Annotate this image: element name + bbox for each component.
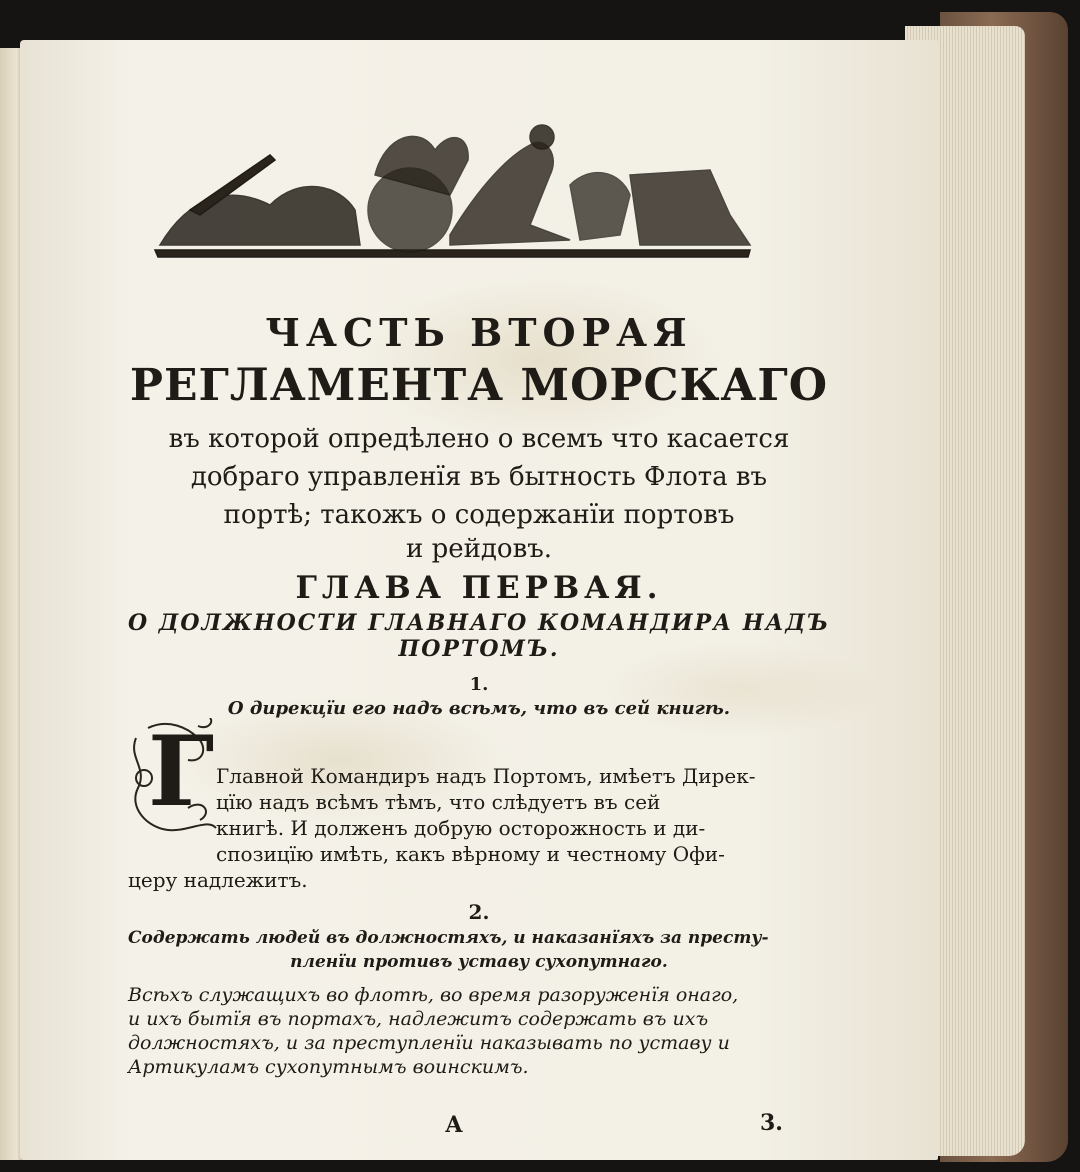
chapter-subtitle-line: ПОРТОМЪ.	[398, 636, 560, 662]
section-number: 2.	[468, 900, 490, 924]
paragraph-line: книгѣ. И долженъ добрую осторожность и ди-	[216, 816, 706, 840]
paragraph-line: Всѣхъ служащихъ во флотѣ, во время разоруженїя онаго,	[128, 984, 739, 1006]
paragraph-line: цїю надъ всѣмъ тѣмъ, что слѣдуетъ въ сей	[216, 790, 661, 814]
signature-mark: А	[445, 1112, 463, 1138]
chapter-subtitle-line: О ДОЛЖНОСТИ ГЛАВНАГО КОМАНДИРА НАДЪ	[127, 610, 831, 636]
section-heading-line: Содержать людей въ должностяхъ, и наказанїяхъ за престу-	[128, 928, 769, 948]
paragraph-line: и ихъ бытїя въ портахъ, надлежитъ содержать въ ихъ	[128, 1008, 709, 1030]
section-number: 1.	[469, 674, 489, 695]
paragraph-line: должностяхъ, и за преступленїи наказывать по уставу и	[128, 1032, 730, 1054]
subtitle-line: и рейдовъ.	[405, 534, 553, 564]
part-title: ЧАСТЬ ВТОРАЯ	[265, 310, 693, 355]
paragraph-line: спозицїю имѣть, какъ вѣрному и честному Офи-	[216, 842, 725, 866]
section-heading-line: пленїи противъ уставу сухопутнаго.	[290, 952, 668, 972]
chapter-title: ГЛАВА ПЕРВАЯ.	[295, 570, 663, 606]
section-heading: О дирекцїи его надъ всѣмъ, что въ сей книгѣ.	[227, 698, 731, 719]
subtitle-line: въ которой опредѣлено о всемъ что касается	[168, 424, 790, 454]
subtitle-line: портѣ; такожъ о содержанїи портовъ	[223, 500, 735, 530]
headpiece-engraving-icon	[150, 115, 760, 260]
paragraph-line: церу надлежитъ.	[128, 868, 308, 892]
reglament-title: РЕГЛАМЕНТА МОРСКАГО	[129, 360, 829, 411]
book-page	[20, 40, 938, 1160]
subtitle-line: добраго управленїя въ бытность Флота въ	[190, 462, 768, 492]
decorated-initial	[128, 715, 220, 838]
initial-letter: Г	[148, 715, 215, 828]
paragraph-line: Главной Командиръ надъ Портомъ, имѣетъ Дирек-	[216, 764, 756, 788]
paragraph-line: Артикуламъ сухопутнымъ воинскимъ.	[128, 1056, 529, 1078]
page-number: 3.	[760, 1110, 783, 1136]
